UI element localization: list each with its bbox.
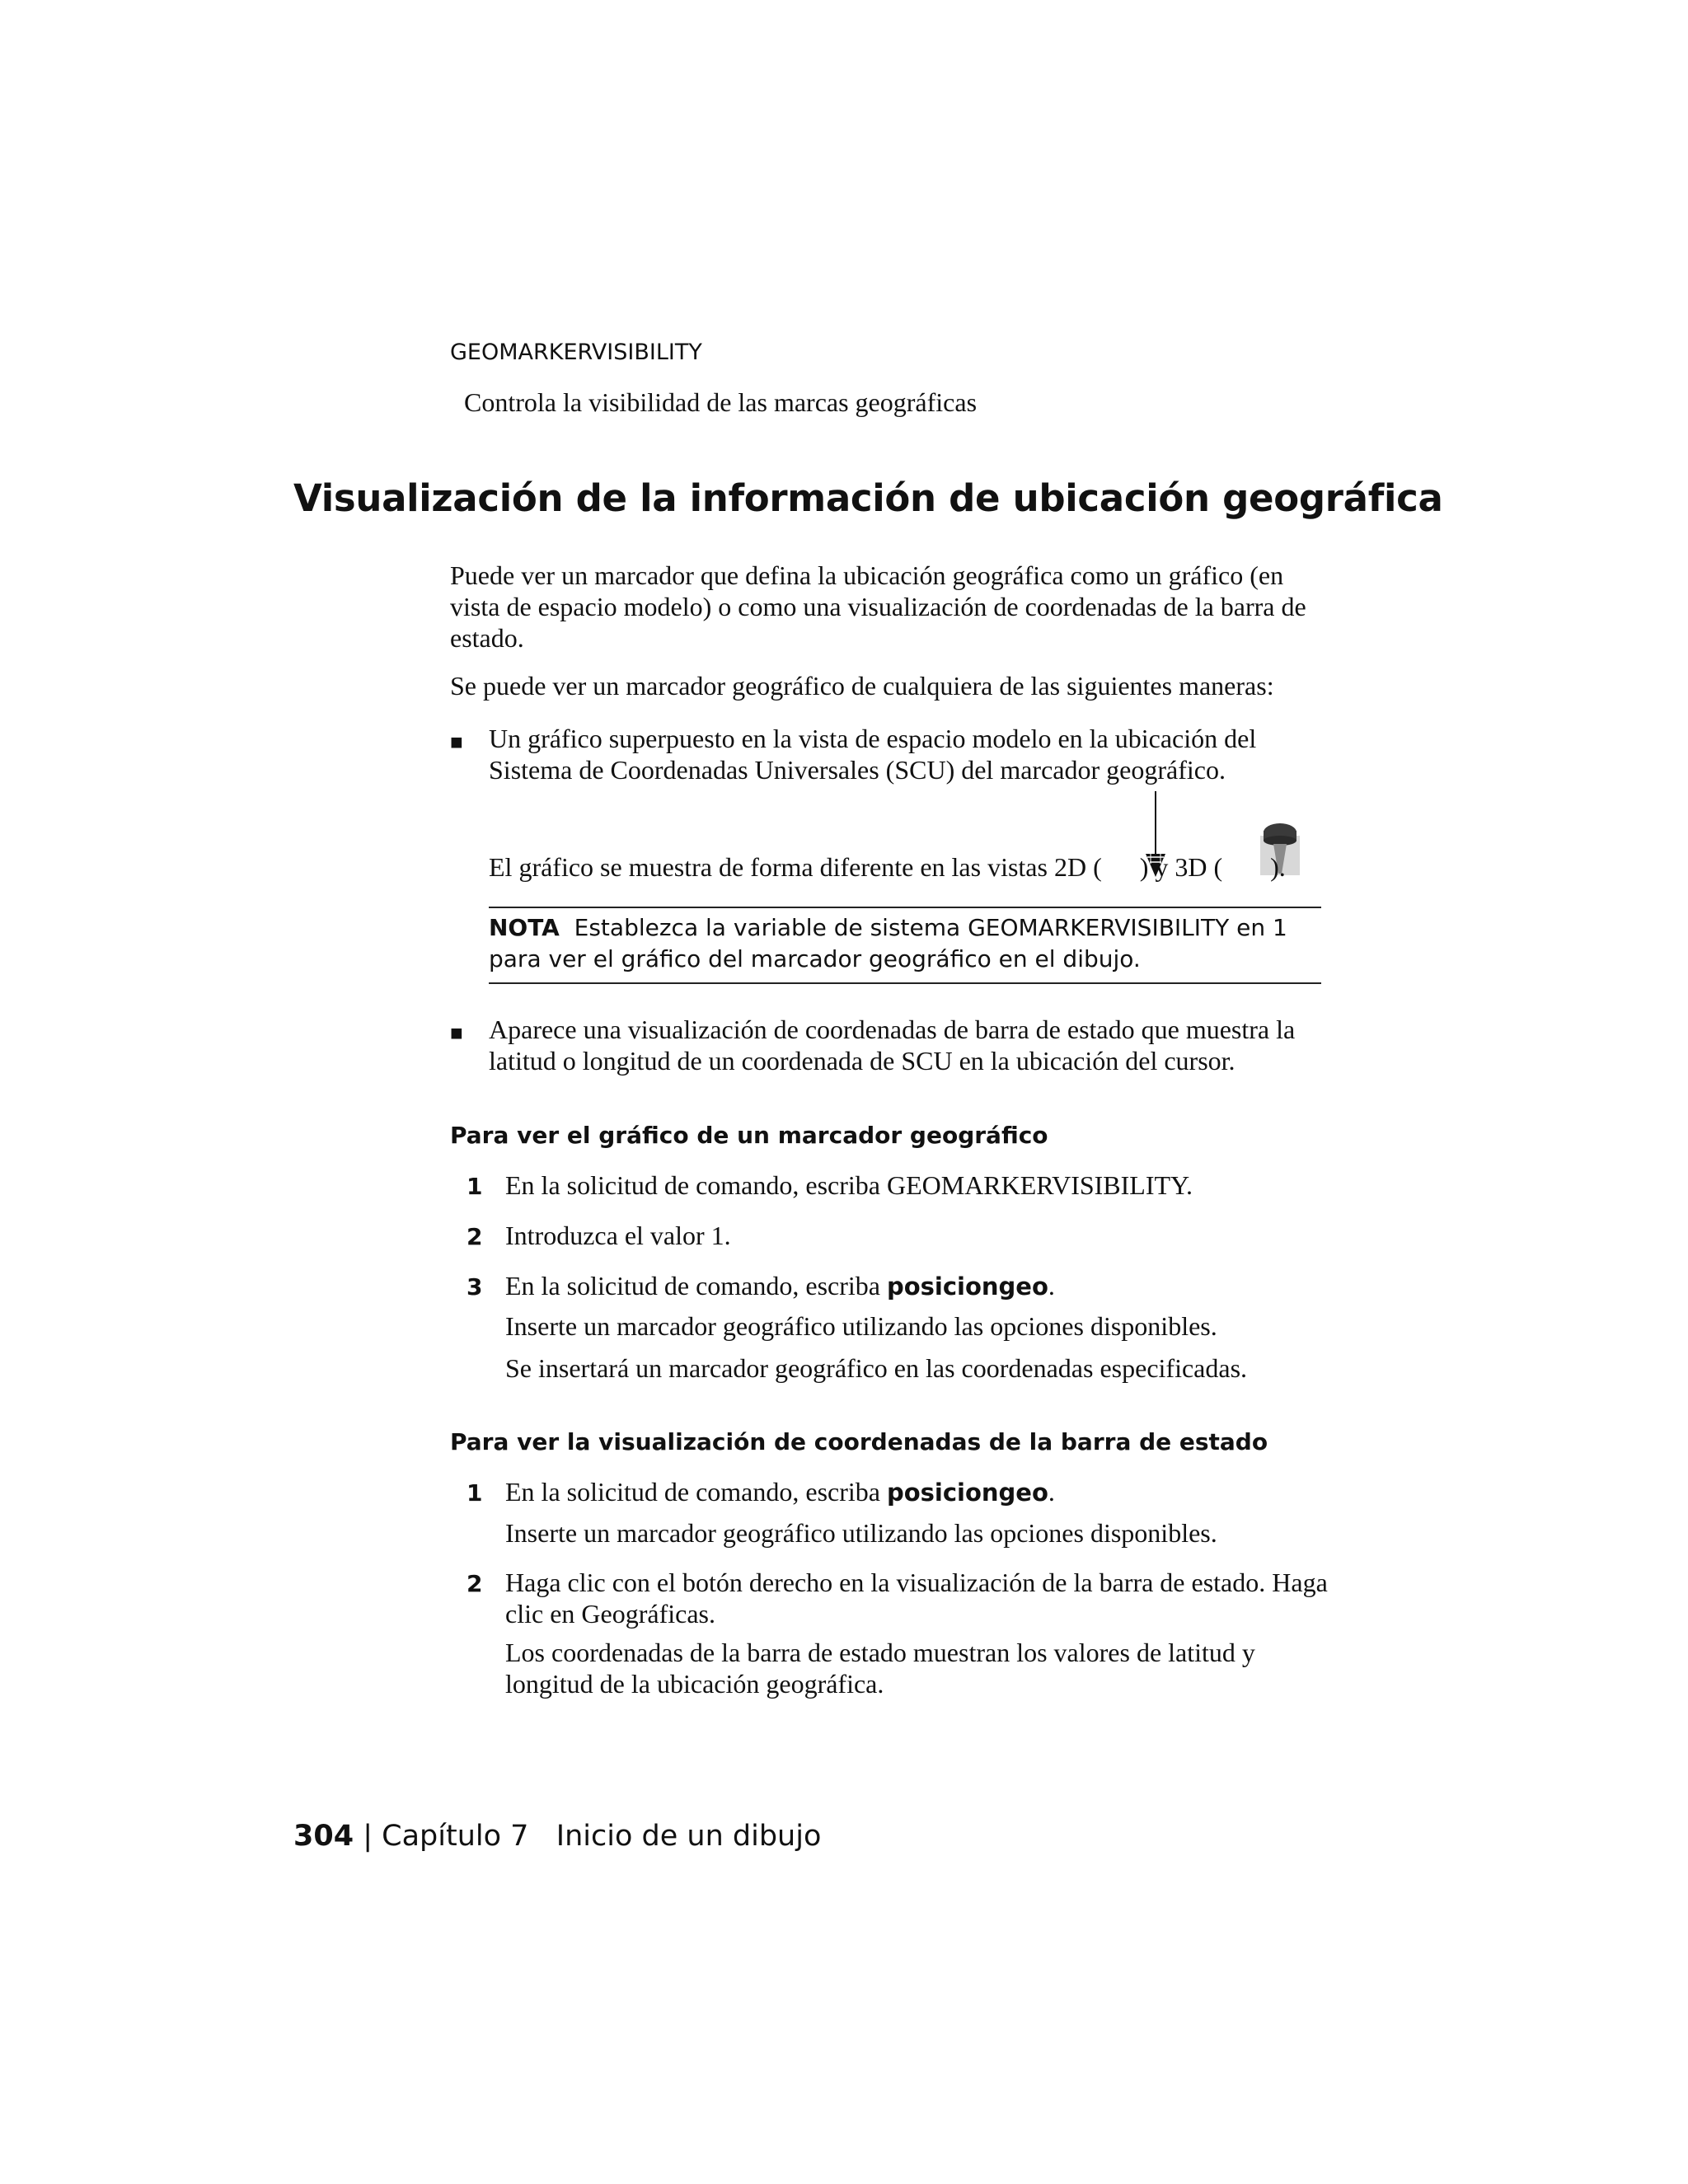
- system-variable-description: Controla la visibilidad de las marcas geográficas: [464, 387, 978, 417]
- procedure-1-step-3-extra-1: Inserte un marcador geográfico utilizando las opciones disponibles.: [505, 1311, 1217, 1341]
- bullet-2-text: Aparece una visualización de coordenadas de barra de estado que muestra la latitud o longitud de un coordenada de SCU en la ubicación del cursor.: [489, 1015, 1296, 1076]
- bullet-1-text: Un gráfico superpuesto en la vista de espacio modelo en la ubicación del Sistema de Coordenadas Universales (SCU) del marcador geográfico.: [489, 724, 1257, 785]
- footer-separator: |: [363, 1820, 373, 1853]
- bullet-1-subtext-post: ).: [1270, 852, 1286, 882]
- procedure-1-step-3-extra-2: Se insertará un marcador geográfico en las coordenadas especificadas.: [505, 1353, 1248, 1383]
- procedure-2-step-1-post: .: [1048, 1477, 1055, 1507]
- bullet-1-subtext-mid: ) y 3D (: [1139, 852, 1223, 882]
- procedure-2-step-1-number: 1: [467, 1479, 483, 1507]
- page-number: 304: [293, 1820, 354, 1853]
- bullet-1-subtext: [489, 851, 1329, 883]
- note-bottom-rule: [489, 982, 1321, 984]
- intro-paragraph-1: Puede ver un marcador que defina la ubicación geográfica como un gráfico (en vista de espacio modelo) o como una visualización de coordenadas de la barra de estado.: [450, 560, 1306, 653]
- procedure-1-step-3-pre: En la solicitud de comando, escriba: [505, 1271, 887, 1301]
- note-label: NOTA: [489, 914, 560, 941]
- procedure-2-step-1-text: [505, 1476, 1329, 1508]
- note: [489, 912, 1323, 975]
- chapter-label: Capítulo 7: [382, 1820, 529, 1853]
- note-top-rule: [489, 907, 1321, 908]
- intro-paragraph-2: Se puede ver un marcador geográfico de cualquiera de las siguientes maneras:: [450, 671, 1274, 701]
- procedure-2-step-2-text: Haga clic con el botón derecho en la visualización de la barra de estado. Haga clic en Geográficas.: [505, 1568, 1328, 1629]
- note-text: Establezca la variable de sistema GEOMARKERVISIBILITY en 1 para ver el gráfico del marcador geográfico en el dibujo.: [489, 914, 1287, 972]
- section-heading: Visualización de la información de ubicación geográfica: [293, 476, 1443, 520]
- page-footer: [293, 1820, 821, 1853]
- procedure-2-step-1-pre: En la solicitud de comando, escriba: [505, 1477, 887, 1507]
- bullet-marker-1: ■: [450, 730, 463, 754]
- command-posiciongeo: posiciongeo: [886, 1272, 1048, 1301]
- system-variable-name: GEOMARKERVISIBILITY: [450, 340, 702, 365]
- procedure-1-step-3-text: [505, 1270, 1329, 1302]
- procedure-1-step-3-number: 3: [467, 1273, 483, 1301]
- procedure-1-step-2-number: 2: [467, 1223, 483, 1250]
- bullet-1-subtext-pre: El gráfico se muestra de forma diferente en las vistas 2D (: [489, 852, 1102, 882]
- procedure-1-step-1-number: 1: [467, 1173, 483, 1200]
- procedure-1-title: Para ver el gráfico de un marcador geográfico: [450, 1122, 1048, 1149]
- procedure-1-step-2-text: Introduzca el valor 1.: [505, 1221, 731, 1250]
- bullet-marker-2: ■: [450, 1021, 463, 1045]
- chapter-title: Inicio de un dibujo: [556, 1820, 822, 1853]
- command-posiciongeo: posiciongeo: [886, 1479, 1048, 1507]
- procedure-2-step-2-extra-1: Los coordenadas de la barra de estado muestran los valores de latitud y longitud de la ubicación geográfica.: [505, 1638, 1255, 1699]
- procedure-1-step-1-text: En la solicitud de comando, escriba GEOMARKERVISIBILITY.: [505, 1170, 1193, 1200]
- procedure-2-step-2-number: 2: [467, 1570, 483, 1597]
- procedure-2-title: Para ver la visualización de coordenadas de la barra de estado: [450, 1428, 1268, 1455]
- procedure-2-step-1-extra-1: Inserte un marcador geográfico utilizando las opciones disponibles.: [505, 1518, 1217, 1548]
- procedure-1-step-3-post: .: [1048, 1271, 1055, 1301]
